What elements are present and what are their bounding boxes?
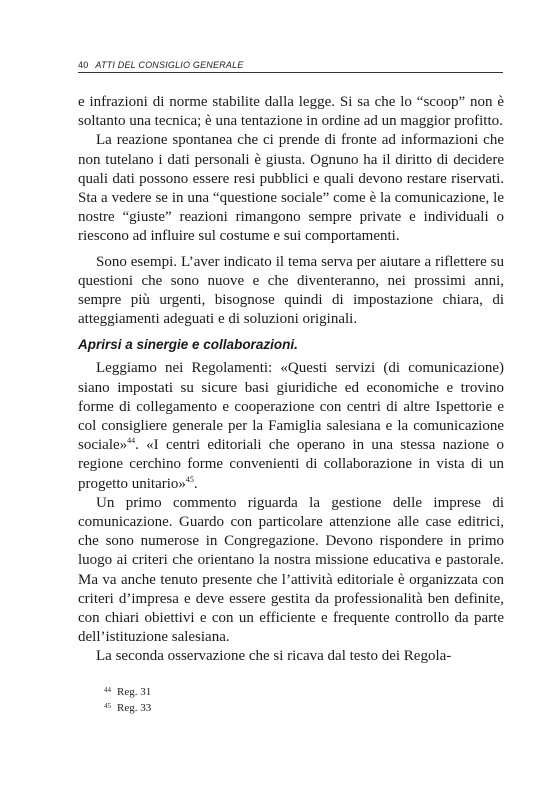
regolamenti-text-c: .	[193, 475, 198, 492]
paragraph-reazione: La reazione spontanea che ci prende di fronte ad informazioni che non tutelano i dati personali è giusta. Ognuno ha il diritto di decidere quali dati possono essere resi pubblici e quali devono restare riservati. Sta a vedere se in una “questione sociale” come è la comunicazione, le nostre “giuste” reazioni rimangono sempre private e individuali o riescono ad influire sul costume e sui comportamenti.	[78, 132, 504, 245]
footnote-ref-45: 45	[185, 474, 194, 484]
running-title: ATTI DEL CONSIGLIO GENERALE	[95, 60, 244, 70]
paragraph-primo-commento: Un primo commento riguarda la gestione delle imprese di comunicazione. Guardo con particolare attenzione alle case editrici, che sono numerose in Congregazione. Devono rispondere in primo luogo ai criteri che orientano la nostra missione educativa e pastorale. Ma va anche tenuto presente che l’attività editoriale è organizzata con criteri d’impresa e deve essere gestita da professionalità ben definite, con chiari obiettivi e con un efficiente e frequente controllo da parte dell’istituzione salesiana.	[78, 494, 504, 646]
section-subheading: Aprirsi a sinergie e collaborazioni.	[78, 337, 298, 353]
paragraph-esempi: Sono esempi. L’aver indicato il tema serva per aiutare a riflettere su questioni che sono nuove e che diventeranno, nei prossimi anni, sempre più urgenti, bisognose quindi di impostazione chiara, di atteggiamenti adeguati e di soluzioni originali.	[78, 253, 504, 328]
paragraph-continuation: e infrazioni di norme stabilite dalla legge. Si sa che lo “scoop” non è soltanto una tecnica; è una tentazione in ordine ad un maggior profitto.	[78, 94, 504, 130]
paragraph-regolamenti	[78, 359, 504, 493]
footnote-mark: 44	[104, 686, 111, 694]
running-header	[78, 60, 504, 70]
footnote-text: Reg. 33	[117, 702, 152, 714]
body-text	[78, 93, 504, 667]
header-rule	[78, 72, 503, 73]
footnote-item	[104, 683, 151, 699]
footnote-ref-44: 44	[127, 436, 136, 446]
footnote-text: Reg. 31	[117, 686, 152, 698]
footnotes	[104, 683, 151, 715]
footnote-item	[104, 699, 151, 715]
page-number: 40	[78, 60, 89, 70]
regolamenti-text-a: Leggiamo nei Regolamenti: «Questi servizi (di comunicazione) siano impostati su sicure basi giuridiche ed economiche e trovino forme di collegamento e cooperazione con centri di altre Ispettorie e col consigliere generale per la Famiglia salesiana e la comunicazione sociale»	[78, 360, 504, 454]
paragraph-seconda-osservazione: La seconda osservazione che si ricava dal testo dei Regola-	[96, 648, 452, 665]
regolamenti-text-b: . «I centri editoriali che operano in una stessa nazione o regione cerchino forme convenienti di collaborazione in vista di un progetto unitario»	[78, 437, 504, 492]
footnote-mark: 45	[104, 702, 111, 710]
